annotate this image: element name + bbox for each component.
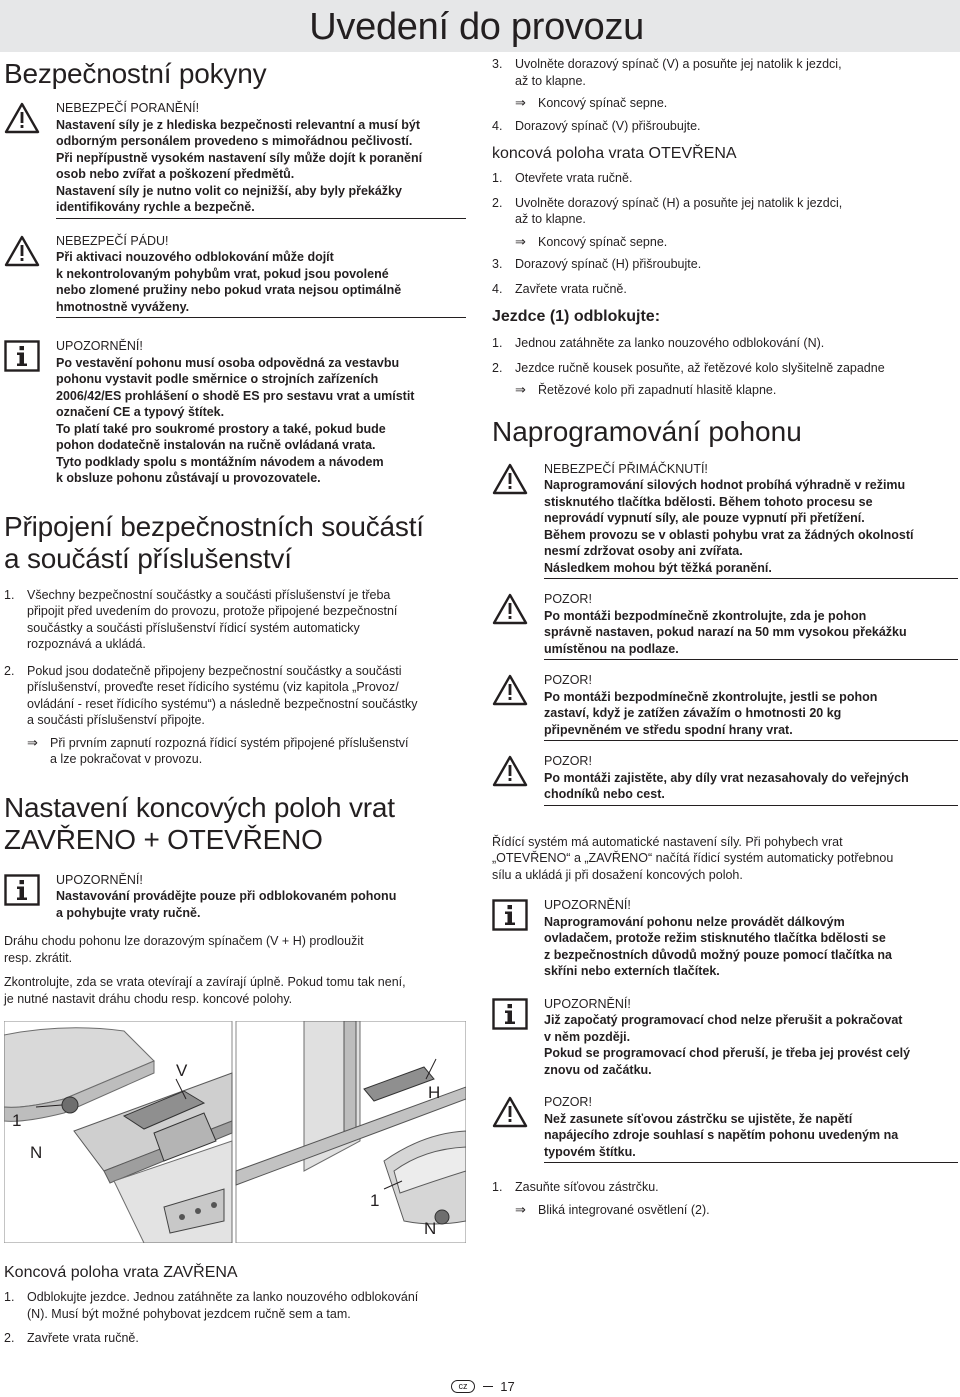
notice-line: To platí také pro soukromé prostory a také, pokud bude (56, 421, 386, 436)
text-line: resp. zkrátit. (4, 950, 73, 965)
notice-line: Během provozu se v oblasti pohybu vrat za žádných okolností (544, 527, 914, 542)
notice-rule (544, 740, 958, 741)
language-badge: cz (451, 1380, 475, 1393)
warning-triangle-icon (492, 463, 528, 500)
list-text (492, 118, 958, 135)
list-item (492, 1179, 958, 1196)
text-line: je nutné nastavit dráhu chodu resp. koncové polohy. (4, 991, 293, 1006)
text-line: Odblokujte jezdce. Jednou zatáhněte za lanko nouzového odblokování (27, 1290, 419, 1304)
text-line: až to klapne. (515, 73, 586, 88)
text-line: Pokud jsou dodatečně připojeny bezpečnostní součástky a součásti (27, 663, 402, 678)
text-line: příslušenství, proveďte reset řídicího systému (viz kapitola „Provoz/ (27, 680, 399, 694)
notice-rule (544, 659, 958, 660)
notice-text (544, 477, 958, 576)
text-line: Dráhu chodu pohonu lze dorazovým spínačem (V + H) prodloužit (4, 934, 364, 948)
list-number: 4. (492, 118, 503, 133)
list-number: 2. (4, 1331, 15, 1345)
text-line: Řídící systém má automatické nastavení síly. Při pohybech vrat (492, 834, 843, 849)
notice-title: UPOZORNĚNÍ! (544, 996, 631, 1011)
notice-line: pohonu vystavit podle směrnice o strojních zařízeních (56, 372, 379, 386)
notice-line: Pokud se programovací chod přeruší, je třeba jej provést celý (544, 1046, 911, 1060)
list-number: 4. (492, 281, 503, 296)
figure-limit-switches (4, 1021, 466, 1243)
notice-text (544, 608, 958, 658)
footer-dash (483, 1386, 493, 1387)
text-line: Dorazový spínač (H) přišroubujte. (515, 257, 702, 271)
notice-line: umístěnou na podlaze. (544, 641, 679, 656)
list-number: 2. (492, 360, 503, 375)
warning-triangle-icon (492, 593, 528, 630)
notice-caution-weight (492, 672, 958, 741)
subheading-closed: Koncová poloha vrata ZAVŘENA (4, 1264, 238, 1281)
notice-line: chodníků nebo cest. (544, 787, 665, 801)
text-line: Zkontrolujte, zda se vrata otevírají a zavírají úplně. Pokud tomu tak není, (4, 975, 406, 989)
text-line: Otevřete vrata ručně. (515, 171, 633, 185)
notice-line: stisknutého tlačítka bdělosti. Během tohoto procesu se (544, 494, 873, 509)
notice-line: a pohybujte vraty ručně. (56, 905, 201, 920)
notice-title: POZOR! (544, 754, 592, 768)
text-line: (N). Musí být možné pohybovat jezdcem ručně sem a tam. (27, 1306, 351, 1321)
figure-label-h: H (428, 1083, 441, 1102)
result-arrow-icon: ⇒ (515, 382, 526, 397)
list-text (492, 1179, 958, 1196)
list-number: 1. (492, 1180, 503, 1194)
notice-line: Nastavení síly je z hlediska bezpečnosti relevantní a musí být (56, 117, 421, 132)
notice-line: odborným personálem provedeno s mimořádnou pečlivostí. (56, 134, 413, 148)
notice-text (56, 117, 466, 216)
notice-rule (544, 578, 958, 579)
notice-line: v něm později. (544, 1029, 631, 1044)
notice-line: správně nastaven, pokud narazí na 50 mm vysokou překážku (544, 625, 907, 639)
text-line: a součásti příslušenství připojte. (27, 713, 205, 727)
heading-line: ZAVŘENO + OTEVŘENO (4, 823, 323, 855)
notice-danger-fall (4, 233, 466, 319)
notice-title: UPOZORNĚNÍ! (56, 872, 143, 887)
page-header (0, 0, 960, 52)
notice-danger-injury (4, 100, 466, 219)
result-arrow-icon: ⇒ (515, 95, 526, 110)
warning-triangle-icon (492, 755, 528, 792)
notice-line: identifikovány rychle a bezpečně. (56, 200, 255, 214)
section-heading-safety: Bezpečnostní pokyny (4, 58, 267, 89)
result-item (4, 735, 466, 768)
heading-line: a součástí příslušenství (4, 542, 292, 574)
section-heading-accessories (4, 511, 466, 575)
list-item (492, 256, 958, 273)
notice-line: nebo zlomené pružiny nebo pokud vrata nejsou optimálně (56, 283, 402, 297)
list-text (492, 360, 958, 377)
heading-line: Nastavení koncových poloh vrat (4, 791, 395, 823)
list-text (492, 170, 958, 187)
result-item (492, 382, 958, 399)
right-column (492, 56, 958, 1218)
notice-title: NEBEZPEČÍ PÁDU! (56, 233, 169, 248)
list-text (4, 1330, 466, 1347)
notice-line: Naprogramování silových hodnot probíhá výhradně v režimu (544, 478, 906, 492)
notice-text (544, 1111, 958, 1161)
notice-caution-voltage (492, 1094, 958, 1163)
list-item (492, 360, 958, 377)
notice-line: znovu od začátku. (544, 1062, 652, 1077)
text-line: Zavřete vrata ručně. (27, 1331, 139, 1345)
info-icon (492, 998, 528, 1035)
warning-triangle-icon (492, 674, 528, 711)
figure-label-v: V (176, 1061, 188, 1080)
list-item (492, 56, 958, 89)
notice-title: POZOR! (544, 1095, 592, 1109)
notice-text (56, 355, 466, 487)
notice-rule (56, 218, 466, 219)
notice-title: NEBEZPEČÍ PORANĚNÍ! (56, 101, 200, 115)
figure-label-1-left: 1 (12, 1111, 22, 1130)
notice-line: Než zasunete síťovou zástrčku se ujistěte, že napětí (544, 1111, 853, 1126)
notice-title: UPOZORNĚNÍ! (544, 898, 631, 912)
list-text (492, 56, 958, 89)
notice-line: Následkem mohou být těžká poranění. (544, 560, 772, 575)
section-heading-end-positions (4, 792, 466, 856)
notice-line: nesmí zdržovat osoby ani zvířata. (544, 544, 743, 558)
notice-line: ovladačem, protože režim stisknutého tlačítka bdělosti se (544, 931, 886, 945)
list-item (4, 663, 466, 729)
notice-info-ce (4, 338, 466, 487)
text-line: součástky a součásti příslušenství řídicí systém automaticky (27, 620, 360, 635)
subheading-open: koncová poloha vrata OTEVŘENA (492, 145, 737, 162)
notice-title: POZOR! (544, 673, 592, 687)
notice-line: typovém štítku. (544, 1144, 636, 1159)
notice-title: UPOZORNĚNÍ! (56, 339, 143, 353)
notice-info-remote (492, 897, 958, 980)
notice-rule (544, 805, 958, 806)
left-column (4, 52, 466, 1347)
list-number: 3. (492, 57, 503, 71)
notice-line: z bezpečnostních důvodů možný pouze pomocí tlačítka na (544, 947, 892, 962)
list-text (492, 195, 958, 228)
paragraph (4, 974, 466, 1007)
notice-text (56, 249, 466, 315)
info-icon (4, 340, 40, 377)
notice-line: Naprogramování pohonu nelze provádět dálkovým (544, 914, 845, 929)
notice-line: Při nepřípustně vysokém nastavení síly může dojít k poranění (56, 150, 423, 165)
notice-line: Nastavování provádějte pouze při odblokovaném pohonu (56, 889, 397, 903)
warning-triangle-icon (492, 1096, 528, 1133)
list-number: 1. (492, 171, 503, 185)
notice-line: Po vestavění pohonu musí osoba odpovědná za vestavbu (56, 355, 400, 370)
text-line: Koncový spínač sepne. (538, 234, 668, 249)
list-item (4, 1289, 466, 1322)
notice-line: pohon dodatečně instalován na ručně ovládaná vrata. (56, 438, 376, 452)
text-line: Při prvním zapnutí rozpozná řídicí systém připojené příslušenství (50, 735, 409, 750)
paragraph (492, 834, 958, 884)
heading-line: Připojení bezpečnostních součástí (4, 510, 424, 542)
text-line: a lze pokračovat v provozu. (50, 752, 203, 766)
notice-line: napájecího zdroje souhlasí s napětím pohonu uvedeným na (544, 1128, 899, 1142)
list-text (4, 1289, 466, 1322)
result-item (492, 95, 958, 112)
text-line: Zasuňte síťovou zástrčku. (515, 1180, 659, 1194)
figure-label-n-left: N (30, 1143, 43, 1162)
section-heading-programming: Naprogramování pohonu (492, 415, 802, 447)
result-arrow-icon: ⇒ (515, 233, 526, 249)
text-line: Uvolněte dorazový spínač (V) a posuňte jej natolik k jezdci, (515, 57, 842, 71)
figure-label-1-right: 1 (370, 1191, 380, 1210)
list-text (492, 281, 958, 298)
text-line: ovládání - reset řídicího systému“) a následně bezpečnostní součástky (27, 696, 418, 711)
notice-line: Po montáži bezpodmínečně zkontrolujte, zda je pohon (544, 608, 867, 623)
notice-text (56, 888, 466, 921)
list-item (4, 587, 466, 653)
notice-line: zastaví, když je zatížen závažím o hmotnosti 20 kg (544, 706, 842, 720)
notice-line: 2006/42/ES prohlášení o shodě ES pro sestavu vrat a umístit (56, 388, 415, 403)
text-line: Koncový spínač sepne. (538, 96, 668, 110)
list-text (4, 663, 466, 729)
text-line: Zavřete vrata ručně. (515, 281, 627, 296)
notice-line: Po montáži zajistěte, aby díly vrat nezasahovaly do veřejných (544, 770, 909, 785)
notice-line: Tyto podklady spolu s montážním návodem a návodem (56, 454, 384, 469)
list-number: 1. (4, 587, 15, 602)
text-line: Všechny bezpečnostní součástky a součásti příslušenství je třeba (27, 587, 391, 602)
notice-line: hmotnostně vyváženy. (56, 299, 190, 314)
notice-title: NEBEZPEČÍ PŘIMÁČKNUTÍ! (544, 461, 708, 476)
list-text (492, 335, 958, 352)
notice-line: označení CE a typový štítek. (56, 405, 225, 419)
list-number: 1. (4, 1290, 15, 1304)
notice-rule (544, 1162, 958, 1163)
subheading-slider: Jezdce (1) odblokujte: (492, 308, 661, 325)
text-line: „OTEVŘENO“ a „ZAVŘENO“ načítá řídicí systém automaticky potřebnou (492, 851, 894, 865)
result-arrow-icon: ⇒ (27, 734, 38, 750)
list-item (4, 1330, 466, 1347)
result-item (492, 234, 958, 251)
text-line: Uvolněte dorazový spínač (H) a posuňte jej natolik k jezdci, (515, 195, 843, 210)
list-number: 1. (492, 336, 503, 350)
notice-caution-public-paths (492, 753, 958, 806)
notice-line: připevněném ve středu spodní hrany vrat. (544, 722, 793, 737)
notice-text (544, 689, 958, 739)
text-line: Jednou zatáhněte za lanko nouzového odblokování (N). (515, 336, 825, 350)
result-item (492, 1202, 958, 1219)
page-footer (451, 1378, 571, 1396)
list-item (492, 335, 958, 352)
list-text (492, 256, 958, 273)
text-line: rozpoznává a ukládá. (27, 637, 146, 651)
list-number: 2. (4, 663, 15, 678)
notice-danger-crush (492, 461, 958, 580)
notice-caution-obstacle (492, 591, 958, 660)
result-arrow-icon: ⇒ (515, 1201, 526, 1217)
warning-triangle-icon (4, 235, 40, 272)
text-line: Řetězové kolo při zapadnutí hlasitě klapne. (538, 383, 777, 397)
notice-line: k nekontrolovaným pohybům vrat, pokud jsou povolené (56, 266, 389, 281)
notice-line: osob nebo zvířat a poškození předmětů. (56, 167, 295, 181)
notice-line: Při aktivaci nouzového odblokování může dojít (56, 250, 334, 264)
text-line: připojit před uvedením do provozu, protože připojené bezpečnostní (27, 604, 398, 618)
list-number: 3. (492, 257, 503, 271)
text-line: Bliká integrované osvětlení (2). (538, 1202, 710, 1217)
notice-text (544, 1012, 958, 1078)
figure-label-n-right: N (424, 1219, 437, 1238)
notice-line: Již započatý programovací chod nelze přerušit a pokračovat (544, 1013, 903, 1027)
notice-line: k obsluze pohonu zůstávají u provozovatele. (56, 471, 321, 485)
list-item (492, 118, 958, 135)
info-icon (492, 899, 528, 936)
notice-info-unlocked (4, 872, 466, 922)
list-number: 2. (492, 195, 503, 210)
list-item (492, 195, 958, 228)
text-line: až to klapne. (515, 212, 586, 226)
list-text (4, 587, 466, 653)
notice-line: Nastavení síly je nutno volit co nejnižší, aby byly překážky (56, 183, 402, 198)
notice-line: Po montáži bezpodmínečně zkontrolujte, jestli se pohon (544, 689, 878, 704)
text-line: sílu a ukládá ji při dosažení koncových poloh. (492, 867, 743, 882)
page-number: 17 (500, 1379, 515, 1395)
list-item (492, 281, 958, 298)
text-line: Dorazový spínač (V) přišroubujte. (515, 118, 701, 133)
text-line: Jezdce ručně kousek posuňte, až řetězové kolo slyšitelně zapadne (515, 360, 885, 375)
figure-illustration (4, 1021, 466, 1243)
notice-text (544, 914, 958, 980)
notice-info-interrupt (492, 996, 958, 1079)
notice-line: neprovádí vypnutí síly, ale pouze vypnutí při přetížení. (544, 511, 865, 525)
notice-rule (56, 317, 466, 318)
notice-text (544, 770, 958, 803)
list-item (492, 170, 958, 187)
warning-triangle-icon (4, 102, 40, 139)
paragraph (4, 933, 466, 966)
notice-line: skříni nebo externích tlačítek. (544, 964, 720, 978)
page-title: Uvedení do provozu (309, 6, 644, 48)
info-icon (4, 874, 40, 911)
notice-title: POZOR! (544, 592, 592, 606)
